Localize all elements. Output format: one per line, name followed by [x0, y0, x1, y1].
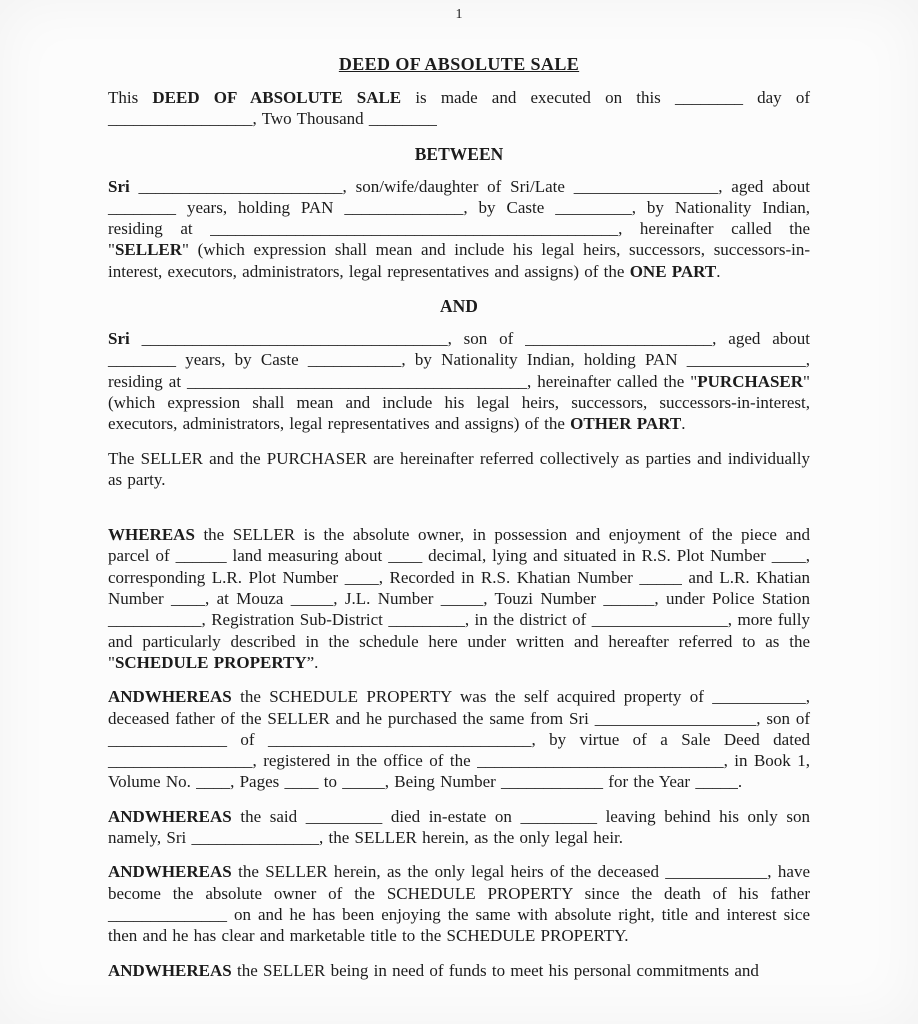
bold-text: PURCHASER — [697, 371, 804, 391]
bold-text: OTHER PART — [570, 414, 682, 434]
bold-text: Sri — [108, 329, 142, 349]
paragraph — [108, 686, 810, 792]
text: " (which expression shall mean and include his legal heirs, successors, successors-in-interest, executors, administrators, legal representatives and assigns) of the — [108, 240, 810, 281]
bold-text: ANDWHEREAS — [108, 806, 232, 826]
text: The SELLER and the PURCHASER are hereinafter referred collectively as parties and individually as party. — [108, 448, 810, 489]
text: the SCHEDULE PROPERTY was the self acquired property of ___________, deceased father of the SELLER and he purchased the same from Sri ___________________, son of ______________ of _______________________________, by virtue of a Sale Deed dated _________________, registered in the office of the _____________________________, in Book 1, Volume No. ____, Pages ____ to _____, Being Number ____________ for the Year _____. — [108, 687, 810, 792]
paragraph — [108, 806, 810, 849]
section-heading: AND — [440, 296, 478, 317]
paragraph — [108, 87, 810, 130]
text: the said _________ died in-estate on _________ leaving behind his only son namely, Sri _______________, the SELLER herein, as the only legal heir. — [108, 806, 810, 848]
bold-text: WHEREAS — [108, 525, 195, 545]
bold-text: DEED OF ABSOLUTE SALE — [152, 88, 402, 107]
bold-text: SCHEDULE PROPERTY — [114, 652, 307, 672]
bold-text: ANDWHEREAS — [108, 960, 232, 980]
text: " (which expression shall mean and include his legal heirs, successors, successors-in-interest, executors, administrators, legal representatives and assigns) of the — [108, 371, 810, 434]
bold-text: SELLER — [114, 240, 183, 260]
section-heading: BETWEEN — [414, 143, 504, 164]
text: This — [108, 88, 153, 107]
paragraph — [108, 524, 810, 673]
document-body — [108, 87, 810, 981]
text: the SELLER is the absolute owner, in possession and enjoyment of the piece and parcel of ______ land measuring about ____ decimal, lying and situated in R.S. Plot Number ____, corresponding L.R. Plot Number ____, Recorded in R.S. Khatian Number _____ and L.R. Khatian Number ____, at Mouza _____, J.L. Number _____, Touzi Number ______, under Police Station ___________, Registration Sub-District _________, in the district of ________________, more fully and particularly described in the schedule here under written and hereafter referred to as the " — [108, 525, 810, 672]
bold-text: ONE PART — [629, 261, 717, 281]
text: ________________________, son/wife/daughter of Sri/Late _________________, aged about ________ years, holding PAN ______________, by Caste _________, by Nationality Indian, residing at ________________________________________________, hereinafter called the " — [108, 176, 810, 260]
bold-text: ANDWHEREAS — [108, 862, 232, 882]
paragraph — [108, 960, 810, 981]
bold-text: Sri — [108, 176, 139, 196]
text: ”. — [306, 652, 319, 672]
text: is made and executed on this ________ day of _________________, Two Thousand ________ — [108, 88, 810, 129]
text: the SELLER being in need of funds to meet his personal commitments and — [231, 960, 759, 980]
text: the SELLER herein, as the only legal heirs of the deceased ____________, have become the absolute owner of the SCHEDULE PROPERTY since the death of his father ______________ on and he has been enjoying the same with absolute right, title and interest sice then and he has clear and marketable title to the SCHEDULE PROPERTY. — [108, 862, 810, 946]
paragraph — [108, 176, 810, 282]
paragraph — [108, 448, 810, 491]
text: . — [681, 414, 686, 434]
text: . — [716, 261, 721, 281]
paragraph — [108, 861, 810, 946]
page-number: 1 — [455, 7, 463, 22]
paragraph — [108, 328, 810, 434]
document-title: DEED OF ABSOLUTE SALE — [338, 54, 580, 74]
text: ____________________________________, son of ______________________, aged about ________ years, by Caste ___________, by Nationality Indian, holding PAN ______________, residing at ________________________________________, hereinafter called the " — [108, 329, 810, 391]
document-content — [0, 54, 918, 981]
bold-text: ANDWHEREAS — [108, 687, 232, 707]
